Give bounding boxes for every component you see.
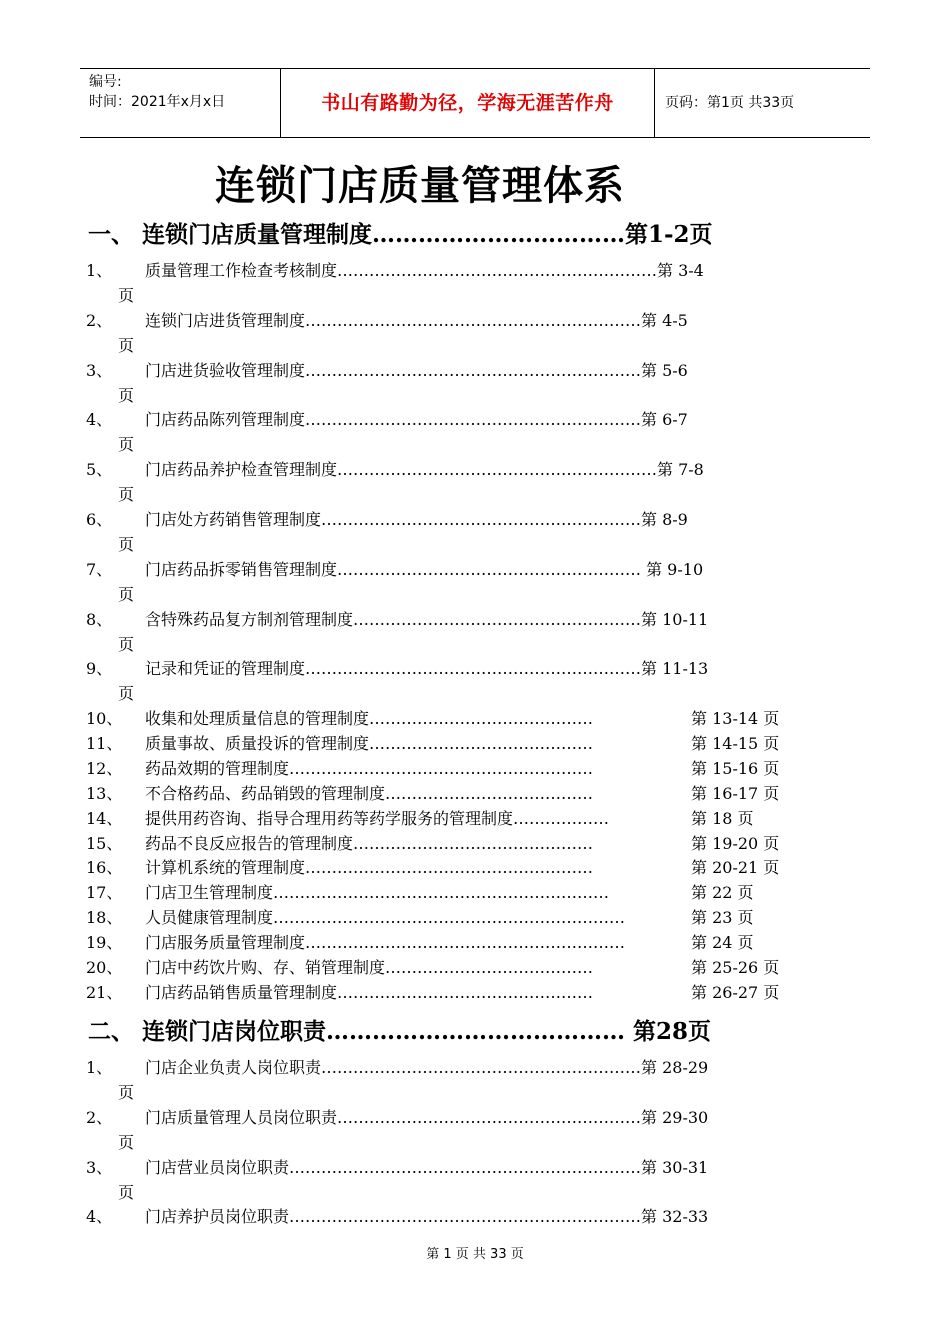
page-info: 页码：第1页 共33页: [665, 95, 795, 111]
toc-entry-number: 9、: [86, 659, 113, 679]
page-title: 连锁门店质量管理体系: [215, 163, 625, 209]
toc-entry-page-tail: 页: [118, 1083, 135, 1102]
toc-entry-title: 门店处方药销售管理制度……………………………………………………第 8-9: [145, 510, 688, 529]
toc-entry-title: 连锁门店进货管理制度………………………………………………………第 4-5: [145, 310, 688, 330]
toc-entry-title: 门店卫生管理制度………………………………………………………: [145, 883, 610, 903]
toc-entry-page-tail: 页: [118, 1132, 135, 1152]
toc-entry-number: 8、: [86, 609, 113, 629]
toc-entry-page-tail: 页: [118, 335, 135, 355]
toc-entry-title: 药品效期的管理制度…………………………………………………: [145, 758, 594, 778]
toc-entry-number: 3、: [86, 360, 113, 380]
toc-entry-page: 第 19-20 页: [691, 833, 780, 853]
toc-entry-page: 第 22 页: [691, 883, 754, 903]
toc-entry-number: 3、: [86, 1157, 113, 1177]
toc-entry-page: 第 20-21 页: [691, 858, 780, 878]
toc-entry-page: 第 23 页: [691, 908, 754, 928]
toc-entry-number: 1、: [86, 1058, 113, 1077]
motto-text: 书山有路勤为径，学海无涯苦作舟: [321, 92, 614, 114]
toc-entry-title: 质量管理工作检查考核制度……………………………………………………第 3-4: [145, 261, 704, 280]
toc-entry-number: 6、: [86, 510, 113, 529]
toc-entry-page-tail: 页: [118, 286, 135, 305]
toc-entry-number: 17、: [86, 883, 123, 903]
toc-entry-title: 收集和处理质量信息的管理制度……………………………………: [145, 709, 594, 728]
toc-entry-title: 含特殊药品复方制剂管理制度………………………………………………第 10-11: [145, 609, 709, 629]
toc-entry-number: 16、: [86, 858, 123, 878]
toc-entry-page: 第 24 页: [691, 933, 754, 953]
toc-entry-page: 第 13-14 页: [691, 709, 780, 728]
section-heading-2: 二、 连锁门店岗位职责………………………………… 第28页: [88, 1018, 712, 1045]
toc-entry-number: 2、: [86, 1107, 113, 1127]
toc-entry-number: 5、: [86, 460, 113, 480]
toc-entry-title: 门店质量管理人员岗位职责…………………………………………………第 29-30: [145, 1107, 709, 1127]
toc-entry-page: 第 14-15 页: [691, 733, 780, 753]
toc-entry-page-tail: 页: [118, 435, 135, 455]
toc-entry-number: 12、: [86, 758, 123, 778]
toc-entry-title: 记录和凭证的管理制度………………………………………………………第 11-13: [145, 659, 709, 679]
toc-entry-title: 人员健康管理制度…………………………………………………………: [145, 908, 626, 928]
toc-entry-number: 18、: [86, 908, 123, 928]
toc-entry-number: 20、: [86, 958, 123, 977]
toc-entry-page: 第 25-26 页: [691, 958, 780, 977]
toc-entry-page-tail: 页: [118, 535, 135, 554]
toc-entry-page: 第 15-16 页: [691, 758, 780, 778]
toc-entry-number: 14、: [86, 808, 123, 828]
toc-entry-number: 4、: [86, 410, 113, 430]
toc-entry-number: 10、: [86, 709, 123, 728]
toc-entry-page-tail: 页: [118, 634, 135, 654]
toc-entry-title: 门店服务质量管理制度……………………………………………………: [145, 933, 626, 953]
toc-entry-title: 门店药品销售质量管理制度…………………………………………: [145, 982, 594, 1002]
toc-entry-page-tail: 页: [118, 485, 135, 505]
toc-entry-page: 第 16-17 页: [691, 783, 780, 803]
header-table: [80, 68, 870, 138]
toc-entry-number: 13、: [86, 783, 123, 803]
toc-entry-number: 1、: [86, 261, 113, 280]
header-meta-cell: [80, 69, 281, 137]
toc-entry-title: 门店药品拆零销售管理制度………………………………………………… 第 9-10: [145, 559, 704, 579]
toc-entry-number: 2、: [86, 310, 113, 330]
toc-entry-title: 门店营业员岗位职责…………………………………………………………第 30-31: [145, 1157, 709, 1177]
toc-entry-number: 19、: [86, 933, 123, 953]
page-footer: 第 1 页 共 33 页: [426, 1247, 524, 1262]
toc-entry-number: 4、: [86, 1207, 113, 1227]
toc-entry-title: 门店养护员岗位职责…………………………………………………………第 32-33: [145, 1207, 709, 1227]
toc-entry-number: 15、: [86, 833, 123, 853]
toc-entry-number: 21、: [86, 982, 123, 1002]
toc-entry-number: 7、: [86, 559, 113, 579]
toc-entry-title: 门店药品养护检查管理制度……………………………………………………第 7-8: [145, 460, 704, 480]
toc-entry-page: 第 18 页: [691, 808, 754, 828]
toc-entry-title: 提供用药咨询、指导合理用药等药学服务的管理制度………………: [145, 808, 610, 828]
header-page-cell: [655, 69, 870, 137]
document-number-label: 编号:: [89, 74, 122, 90]
section-heading-1: 一、 连锁门店质量管理制度……………………………第1-2页: [88, 221, 713, 248]
toc-entry-title: 门店企业负责人岗位职责……………………………………………………第 28-29: [145, 1058, 709, 1077]
toc-entry-number: 11、: [86, 733, 123, 753]
toc-entry-title: 门店中药饮片购、存、销管理制度…………………………………: [145, 958, 594, 977]
toc-entry-page: 第 26-27 页: [691, 982, 780, 1002]
header-motto-cell: [281, 69, 655, 137]
toc-entry-title: 药品不良反应报告的管理制度………………………………………: [145, 833, 594, 853]
toc-entry-page-tail: 页: [118, 385, 135, 405]
toc-entry-title: 门店进货验收管理制度………………………………………………………第 5-6: [145, 360, 688, 380]
toc-entry-title: 门店药品陈列管理制度………………………………………………………第 6-7: [145, 410, 688, 430]
toc-entry-page-tail: 页: [118, 1182, 135, 1202]
toc-entry-page-tail: 页: [118, 584, 135, 604]
document-time: 时间：2021年x月x日: [89, 94, 226, 110]
toc-entry-title: 质量事故、质量投诉的管理制度……………………………………: [145, 733, 594, 753]
toc-entry-title: 计算机系统的管理制度………………………………………………: [145, 858, 594, 878]
toc-entry-page-tail: 页: [118, 684, 135, 704]
toc-entry-title: 不合格药品、药品销毁的管理制度…………………………………: [145, 783, 594, 803]
